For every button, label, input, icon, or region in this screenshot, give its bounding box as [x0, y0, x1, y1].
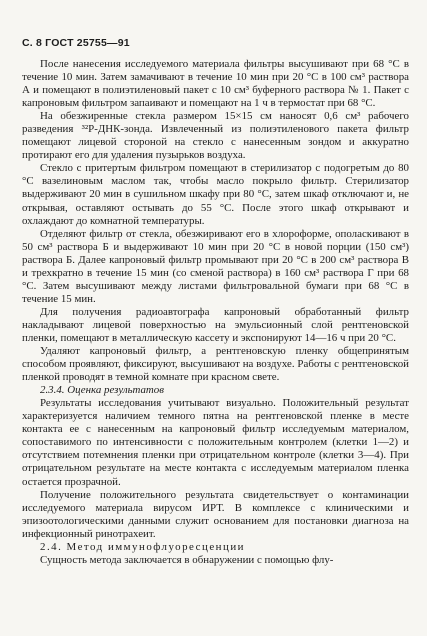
- section-heading: 2.4. Метод иммунофлуоресценции: [40, 540, 245, 553]
- paragraph: На обезжиренные стекла размером 15×15 см наносят 0,6 см³ рабочего разведения ³²Р-ДНК-зонда. Извлеченный из полиэтиленового пакета фильтр помещают лицевой стороной на стекло с нанесенным зондом и аккуратно протирают его для удаления пузырьков воздуха.: [22, 110, 409, 162]
- paragraph: Отделяют фильтр от стекла, обезжиривают его в хлороформе, ополаскивают в 50 см³ раствора Б и выдерживают 10 мин при 20 °С в новой порции (150 см³) раствора Б. Далее капроновый фильтр промывают при 20 °С в 200 см³ раствора В и трехкратно в течение 15 мин (со сменой раствора) в 160 см³ раствора Г при 68 °С. Затем высушивают между листами фильтровальной бумаги при 68 °С в течение 15 мин.: [22, 227, 409, 305]
- paragraph: Удаляют капроновый фильтр, а рентгеновскую пленку общепринятым способом проявляют, фиксируют, высушивают на воздухе. Работы с рентгеновской пленкой проводят в темной комнате при красном свете.: [22, 345, 409, 384]
- paragraph: Получение положительного результата свидетельствует о контаминации исследуемого материала вирусом ИРТ. В комплексе с клиническими и эпизоотологическими данными служит основанием для постановки диагноза на инфекционный ринотрахеит.: [22, 488, 409, 540]
- paragraph: Стекло с притертым фильтром помещают в стерилизатор с подогретым до 80 °С вазелиновым маслом так, чтобы масло покрыло фильтр. Стерилизатор выдерживают 20 мин в сушильном шкафу при 80 °С, затем шкаф отключают и, не открывая, оставляют остывать до 55 °С. После этого шкаф открывают и охлаждают до комнатной температуры.: [22, 162, 409, 227]
- document-body: [22, 58, 409, 567]
- section-heading: 2.3.4. Оценка результатов: [40, 384, 164, 397]
- paragraph: Сущность метода заключается в обнаружении с помощью флу-: [40, 553, 334, 566]
- paragraph: Для получения радиоавтографа капроновый обработанный фильтр накладывают лицевой поверхностью на эмульсионный слой рентгеновской пленки, помещают в металлическую кассету и экспонируют 14—16 ч при 20 °С.: [22, 305, 409, 344]
- page-header: С. 8 ГОСТ 25755—91: [22, 37, 130, 49]
- paragraph: Результаты исследования учитывают визуально. Положительный результат характеризуется наличием темного пятна на рентгеновской пленке в месте контакта ее с нанесенным на капроновый фильтр исследуемым материалом, сопоставимого по интенсивности с положительным контролем (клетки 1—2) и отсутствием потемнения пленки при отрицательном контроле (клетки 3—4). При отрицательном результате на месте контакта с исследуемым материалом пленка остается прозрачной.: [22, 397, 409, 488]
- paragraph: После нанесения исследуемого материала фильтры высушивают при 68 °С в течение 10 мин. Затем замачивают в течение 10 мин при 20 °С в 100 см³ раствора А и помещают в полиэтиленовый пакет с 10 см³ буферного раствора № 1. Пакет с капроновым фильтром запаивают и помещают на 1 ч в термостат при 68 °С.: [22, 58, 409, 110]
